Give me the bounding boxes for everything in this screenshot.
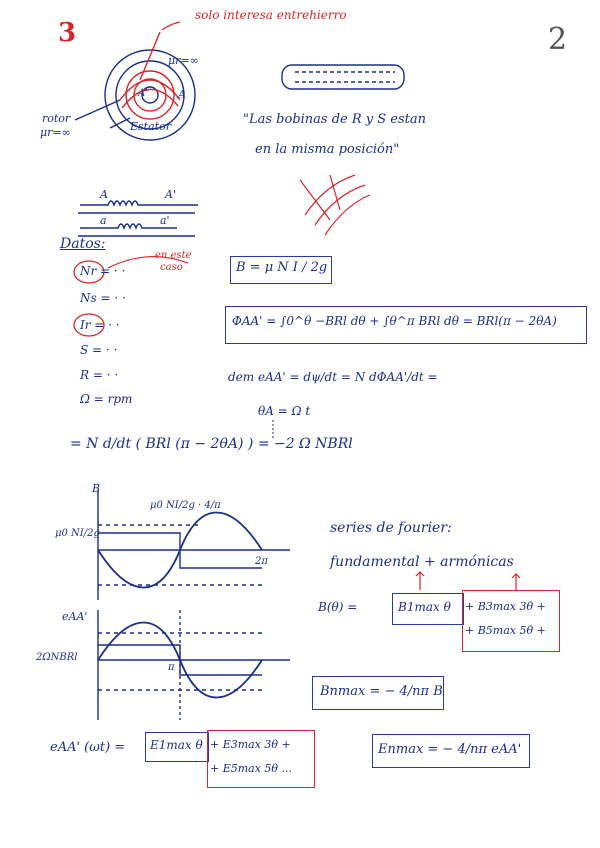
coil-a-prime-label: a' bbox=[160, 214, 170, 227]
coil-a-label: a bbox=[100, 214, 107, 227]
top-plot-x-end: 2π bbox=[255, 556, 268, 567]
coil-symbols bbox=[78, 201, 198, 236]
flux-lines-sketch bbox=[300, 175, 370, 235]
fourier-harm1: + B3max 3θ + bbox=[465, 600, 546, 613]
fourier-subtitle: fundamental + armónicas bbox=[330, 554, 514, 570]
solenoid-sketch bbox=[282, 65, 404, 89]
equation-B: B = μ N I / 2g bbox=[236, 260, 328, 275]
page-corner-number: 2 bbox=[548, 22, 568, 57]
e-harm2: + E5max 5θ ... bbox=[210, 762, 293, 775]
quote-line-1: "Las bobinas de R y S estan bbox=[243, 112, 427, 127]
datos-item: R = · · bbox=[80, 368, 119, 382]
fourier-title: series de fourier: bbox=[330, 520, 452, 536]
bottom-plot-pi-tick: π bbox=[168, 662, 175, 673]
equation-dem: dem eAA' = dψ/dt = N dΦAA'/dt = bbox=[228, 370, 438, 384]
top-plot-left-label: μ0 NI/2g bbox=[55, 528, 100, 539]
fourier-fund: B1max θ bbox=[398, 600, 451, 614]
top-note: solo interesa entrehierro bbox=[195, 8, 347, 22]
bnmax-equation: Bnmax = − 4/nπ B bbox=[320, 684, 443, 699]
label-A: A bbox=[178, 88, 186, 101]
eaa-lhs: eAA' (ωt) = bbox=[50, 740, 126, 755]
datos-item: Ns = · · bbox=[80, 291, 126, 305]
datos-title: Datos: bbox=[60, 236, 106, 252]
bottom-plot-left-label: 2ΩNBRl bbox=[36, 652, 78, 663]
red-note-1: en este bbox=[155, 250, 192, 261]
datos-item: S = · · bbox=[80, 343, 118, 357]
equation-phi: ΦAA' = ∫0^θ −BRl dθ + ∫θ^π BRl dθ = BRl(π − 2θA) bbox=[232, 314, 557, 328]
coil-A-label: A bbox=[100, 188, 108, 201]
top-plot-ylabel: B bbox=[92, 482, 101, 495]
emf-plot bbox=[98, 610, 290, 720]
red-note-2: caso bbox=[160, 262, 183, 273]
e-harm1: + E3max 3θ + bbox=[210, 738, 291, 751]
datos-item: Nr = · · bbox=[80, 264, 126, 278]
coil-A-prime-label: A' bbox=[165, 188, 176, 201]
datos-item: Ir = · · bbox=[80, 318, 120, 332]
bottom-plot-ylabel: eAA' bbox=[62, 610, 88, 623]
top-plot-amp-label: μ0 NI/2g · 4/π bbox=[150, 500, 221, 511]
label-A-prime: A' bbox=[138, 88, 148, 99]
datos-item: Ω = rpm bbox=[80, 392, 133, 406]
equation-theta: θA = Ω t bbox=[258, 404, 311, 418]
fourier-harm2: + B5max 5θ + bbox=[465, 624, 546, 637]
e-fund: E1max θ bbox=[150, 738, 203, 752]
page-number-red: 3 bbox=[58, 18, 77, 48]
quote-line-2: en la misma posición" bbox=[255, 142, 400, 157]
rotor-mu-label: μr=∞ bbox=[40, 126, 71, 139]
estator-label: Estator bbox=[130, 120, 171, 133]
fourier-expr-lhs: B(θ) = bbox=[318, 600, 358, 614]
mu-inf-label: μr=∞ bbox=[168, 54, 199, 67]
equation-result: = N d/dt ( BRl (π − 2θA) ) = −2 Ω NBRl bbox=[70, 436, 353, 452]
rotor-label: rotor bbox=[42, 112, 71, 125]
enmax-equation: Enmax = − 4/nπ eAA' bbox=[378, 742, 522, 757]
